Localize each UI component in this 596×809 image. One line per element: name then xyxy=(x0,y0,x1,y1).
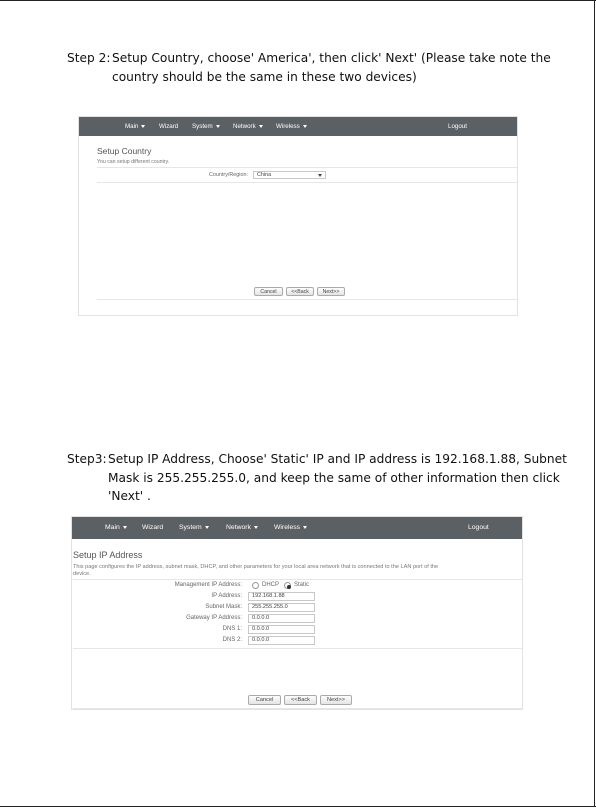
page-description-line2: device. xyxy=(73,571,91,577)
chevron-down-icon xyxy=(303,526,307,529)
nav-network-label: Network xyxy=(233,123,256,130)
country-select[interactable] xyxy=(253,171,326,179)
nav-system-label: System xyxy=(192,123,213,130)
nav-main-label: Main xyxy=(105,524,120,531)
mgmt-ip-label: Management IP Address: xyxy=(174,582,242,588)
step3-line1: Setup IP Address, Choose' Static' IP and IP address is 192.168.1.88, Subnet xyxy=(108,452,567,466)
page-title: Setup IP Address xyxy=(73,550,143,560)
top-navbar xyxy=(72,517,522,539)
step3-line2: Mask is 255.255.255.0, and keep the same of other information then click xyxy=(108,471,560,485)
static-radio[interactable] xyxy=(284,582,291,589)
divider xyxy=(97,167,517,168)
chevron-down-icon xyxy=(141,125,145,128)
dns1-input[interactable]: 0.0.0.0 xyxy=(248,625,315,634)
static-radio-label: Static xyxy=(294,582,310,588)
nav-network[interactable] xyxy=(226,517,258,539)
back-button[interactable]: <<Back xyxy=(286,287,314,296)
gateway-label: Gateway IP Address: xyxy=(186,615,242,621)
nav-wireless[interactable] xyxy=(274,517,307,539)
nav-system[interactable] xyxy=(179,517,209,539)
frame-border-right xyxy=(594,0,595,806)
next-button[interactable]: Next>> xyxy=(317,287,345,296)
step3-line3: 'Next' . xyxy=(108,489,151,503)
chevron-down-icon xyxy=(254,526,258,529)
chevron-down-icon xyxy=(303,125,307,128)
chevron-down-icon xyxy=(318,174,322,177)
nav-main[interactable] xyxy=(125,117,145,136)
dhcp-radio-label: DHCP xyxy=(262,582,280,588)
dns2-label: DNS 2: xyxy=(222,637,242,643)
nav-main[interactable] xyxy=(105,517,127,539)
country-setup-screenshot xyxy=(78,116,518,316)
ip-setup-screenshot xyxy=(71,516,523,710)
ip-address-input[interactable]: 192.168.1.88 xyxy=(248,592,315,601)
dhcp-radio[interactable] xyxy=(252,582,259,589)
dns2-input[interactable]: 0.0.0.0 xyxy=(248,636,315,645)
cancel-button[interactable]: Cancel xyxy=(248,695,281,705)
divider xyxy=(73,708,522,709)
nav-network[interactable] xyxy=(233,117,263,136)
frame-border-top xyxy=(0,0,596,1)
subnet-mask-input[interactable]: 255.255.255.0 xyxy=(248,603,315,612)
step2-instructions xyxy=(67,49,587,89)
divider xyxy=(73,579,522,580)
cancel-button[interactable]: Cancel xyxy=(254,287,283,296)
chevron-down-icon xyxy=(216,125,220,128)
subnet-mask-label: Subnet Mask: xyxy=(205,604,242,610)
nav-wizard[interactable]: Wizard xyxy=(159,123,179,130)
nav-logout[interactable]: Logout xyxy=(448,123,467,130)
nav-network-label: Network xyxy=(226,524,251,531)
nav-wireless[interactable] xyxy=(276,117,307,136)
nav-system-label: System xyxy=(179,524,202,531)
divider xyxy=(97,299,517,300)
top-navbar xyxy=(79,117,517,136)
nav-main-label: Main xyxy=(125,123,139,130)
step2-line1: Setup Country, choose' America', then click' Next' (Please take note the xyxy=(112,51,551,65)
chevron-down-icon xyxy=(205,526,209,529)
nav-wireless-label: Wireless xyxy=(274,524,301,531)
country-select-value: China xyxy=(257,172,272,178)
divider xyxy=(73,648,522,649)
ip-address-label: IP Address: xyxy=(211,593,242,599)
step2-number: Step 2: xyxy=(67,51,111,65)
nav-wireless-label: Wireless xyxy=(276,123,300,130)
nav-logout[interactable]: Logout xyxy=(468,524,489,531)
back-button[interactable]: <<Back xyxy=(284,695,317,705)
chevron-down-icon xyxy=(259,125,263,128)
page-description-line1: This page configures the IP address, subnet mask, DHCP, and other parameters for your local area network that is connected to the LAN port of the xyxy=(73,564,439,570)
divider xyxy=(97,182,517,183)
dns1-label: DNS 1: xyxy=(222,626,242,632)
nav-wizard[interactable]: Wizard xyxy=(142,524,164,531)
next-button[interactable]: Next>> xyxy=(320,695,352,705)
nav-system[interactable] xyxy=(192,117,220,136)
step3-number: Step3: xyxy=(67,452,107,466)
step3-instructions xyxy=(67,450,589,508)
page-title: Setup Country xyxy=(97,146,152,156)
country-label: Country/Region: xyxy=(209,172,248,178)
gateway-input[interactable]: 0.0.0.0 xyxy=(248,614,315,623)
frame-border-bottom xyxy=(0,806,596,807)
chevron-down-icon xyxy=(123,526,127,529)
page-description: You can setup different country. xyxy=(97,159,170,165)
step2-line2: country should be the same in these two devices) xyxy=(112,70,417,84)
